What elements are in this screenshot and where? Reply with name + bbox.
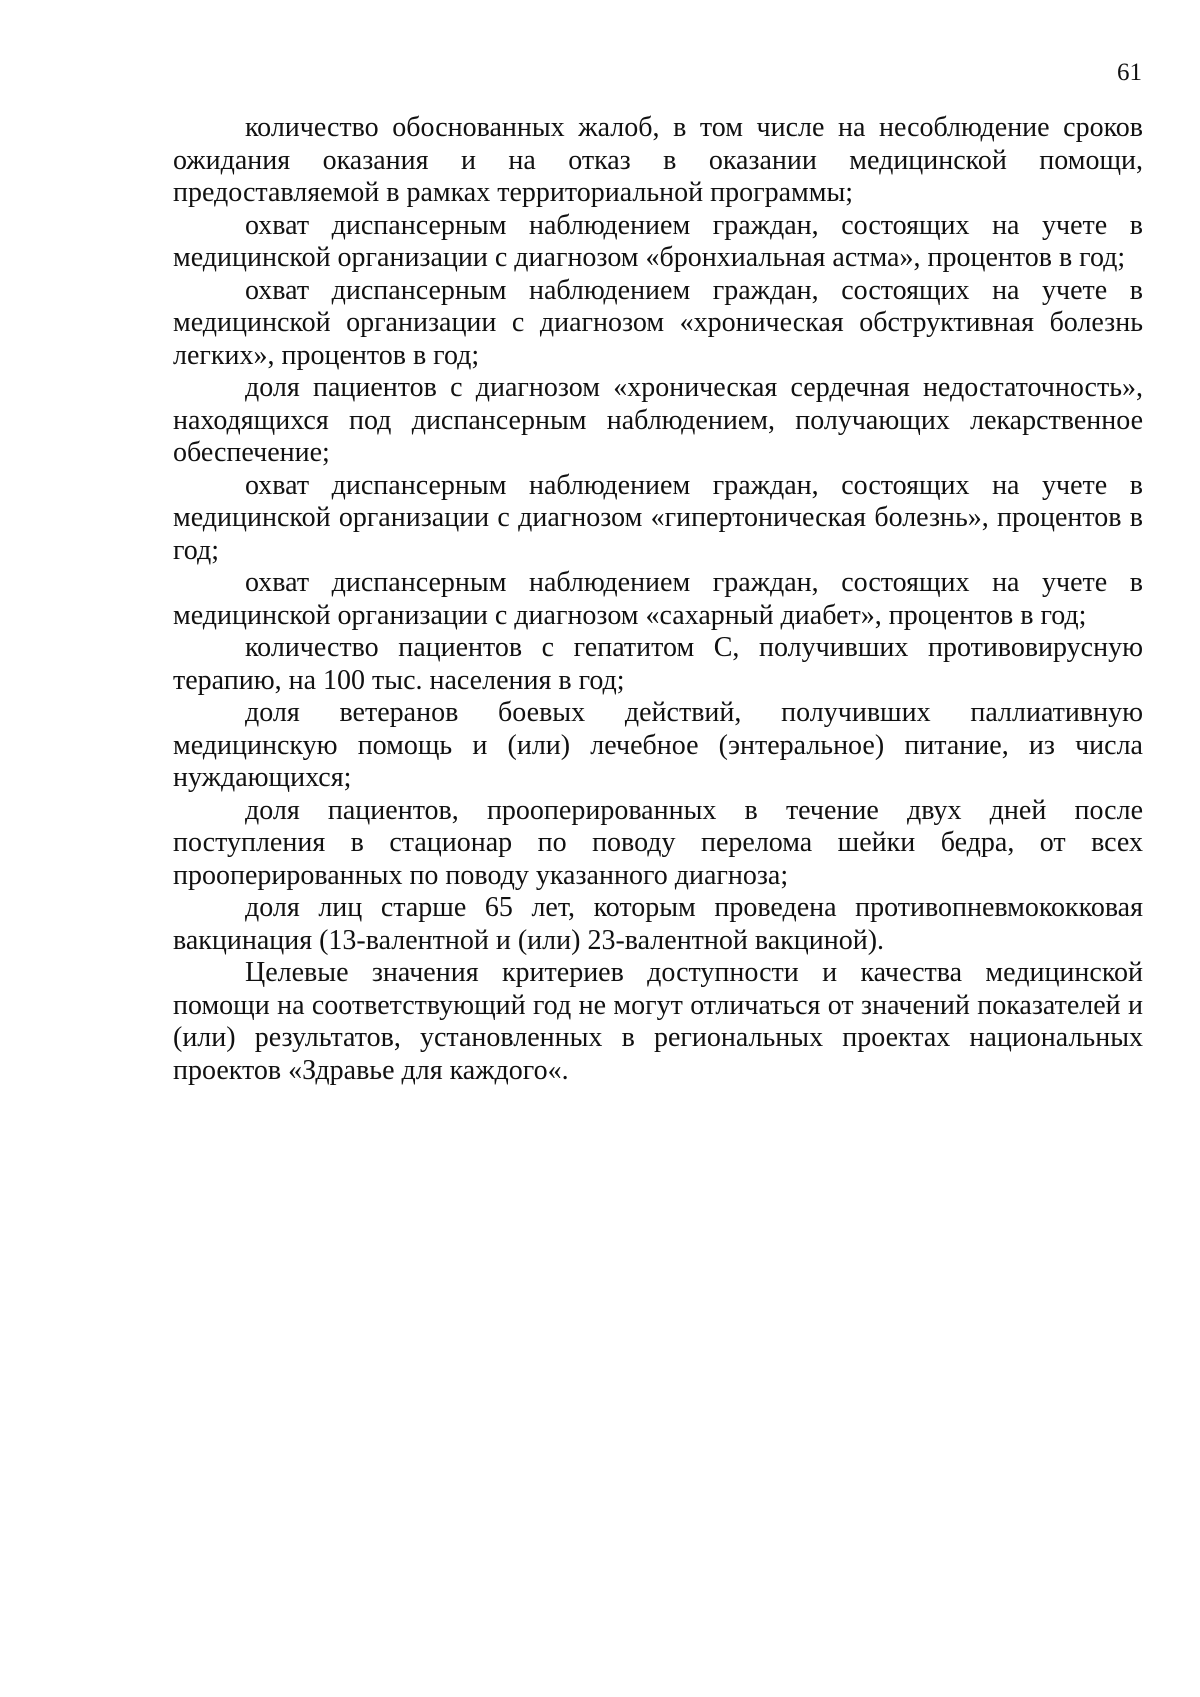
paragraph-hip-fracture: доля пациентов, прооперированных в течение двух дней после поступления в стационар по поводу перелома шейки бедра, от всех прооперированных по поводу указанного диагноза; (173, 794, 1143, 891)
paragraph-hepatitis-c: количество пациентов с гепатитом С, получивших противовирусную терапию, на 100 тыс. населения в год; (173, 632, 1143, 696)
paragraph-vaccination: доля лиц старше 65 лет, которым проведена противопневмококковая вакцинация (13-валентной и (или) 23-валентной вакциной). (173, 892, 1143, 956)
paragraph-hypertension: охват диспансерным наблюдением граждан, состоящих на учете в медицинской организации с диагнозом «гипертоническая болезнь», процентов в год; (173, 469, 1143, 566)
paragraph-copd: охват диспансерным наблюдением граждан, состоящих на учете в медицинской организации с диагнозом «хроническая обструктивная болезнь легких», процентов в год; (173, 274, 1143, 371)
paragraph-target-values: Целевые значения критериев доступности и качества медицинской помощи на соответствующий год не могут отличаться от значений показателей и (или) результатов, установленных в региональных проектах национальных проектов «Здравье для каждого«. (173, 957, 1143, 1086)
paragraph-veterans: доля ветеранов боевых действий, получивших паллиативную медицинскую помощь и (или) лечебное (энтеральное) питание, из числа нуждающихся; (173, 697, 1143, 793)
page-number: 61 (1117, 59, 1142, 86)
paragraph-asthma: охват диспансерным наблюдением граждан, состоящих на учете в медицинской организации с диагнозом «бронхиальная астма», процентов в год; (173, 209, 1143, 273)
paragraph-diabetes: охват диспансерным наблюдением граждан, состоящих на учете в медицинской организации с диагнозом «сахарный диабет», процентов в год; (173, 567, 1143, 631)
document-body (173, 112, 1143, 1087)
paragraph-complaints: количество обоснованных жалоб, в том числе на несоблюдение сроков ожидания оказания и на отказ в оказании медицинской помощи, предоставляемой в рамках территориальной программы; (173, 112, 1143, 208)
paragraph-heart-failure: доля пациентов с диагнозом «хроническая сердечная недостаточность», находящихся под диспансерным наблюдением, получающих лекарственное обеспечение; (173, 372, 1143, 468)
